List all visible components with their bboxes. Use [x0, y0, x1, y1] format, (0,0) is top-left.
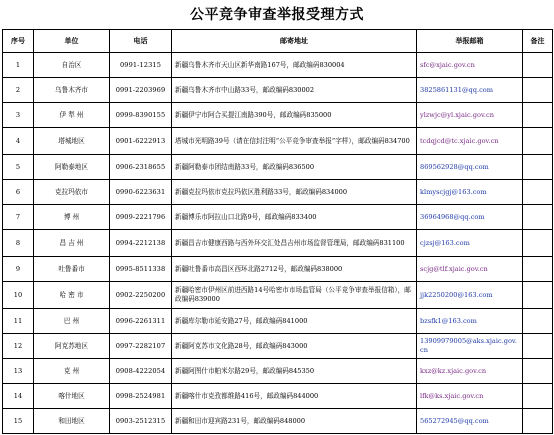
table-row	[3, 359, 553, 384]
row-index: 2	[3, 78, 34, 103]
row-address: 新疆克拉玛依市克拉玛依区胜利路33号，邮政编码834000	[172, 180, 417, 205]
row-remark	[523, 128, 553, 155]
contact-table	[2, 29, 553, 434]
row-address: 塔城市光明路39号（请在信封注明“公平竞争审查举报”字样），邮政编码834700	[172, 128, 417, 155]
row-phone: 0909-2221796	[110, 205, 172, 230]
row-remark	[523, 53, 553, 78]
row-remark	[523, 309, 553, 334]
row-index: 13	[3, 359, 34, 384]
row-phone: 0991-2203969	[110, 78, 172, 103]
row-index: 10	[3, 282, 34, 309]
header-unit: 单位	[34, 30, 110, 53]
row-index: 8	[3, 230, 34, 257]
row-phone: 0997-2282107	[110, 334, 172, 359]
table-row	[3, 155, 553, 180]
row-index: 12	[3, 334, 34, 359]
row-email-link[interactable]: 36964968@qq.com	[417, 205, 523, 230]
row-remark	[523, 205, 553, 230]
row-remark	[523, 78, 553, 103]
row-email-link[interactable]: ylzwjc@yl.xjaic.gov.cn	[417, 103, 523, 128]
row-email-link[interactable]: cjzsj@163.com	[417, 230, 523, 257]
row-phone: 0906-2318655	[110, 155, 172, 180]
header-email: 举报邮箱	[417, 30, 523, 53]
row-address: 新疆喀什市克孜都维路416号，邮政编码844000	[172, 384, 417, 409]
header-phone: 电话	[110, 30, 172, 53]
row-unit: 克 州	[34, 359, 110, 384]
row-email-link[interactable]: lfk@ks.xjaic.gov.cn	[417, 384, 523, 409]
row-remark	[523, 180, 553, 205]
table-row	[3, 230, 553, 257]
row-index: 14	[3, 384, 34, 409]
row-unit: 博 州	[34, 205, 110, 230]
row-unit: 和田地区	[34, 409, 110, 434]
table-row	[3, 128, 553, 155]
row-address: 新疆乌鲁木齐市中山路33号，邮政编码830002	[172, 78, 417, 103]
row-email-link[interactable]: 3825861131@qq.com	[417, 78, 523, 103]
row-phone: 0991-12315	[110, 53, 172, 78]
row-phone: 0998-2524981	[110, 384, 172, 409]
row-unit: 喀什地区	[34, 384, 110, 409]
row-address: 新疆乌鲁木齐市天山区新华南路167号，邮政编码830004	[172, 53, 417, 78]
row-remark	[523, 230, 553, 257]
row-unit: 吐鲁番市	[34, 257, 110, 282]
row-email-link[interactable]: scjg@tlf.xjaic.gov.cn	[417, 257, 523, 282]
row-unit: 阿勒泰地区	[34, 155, 110, 180]
table-header-row	[3, 30, 553, 53]
row-phone: 0908-4222054	[110, 359, 172, 384]
row-address: 新疆哈密市伊州区前进西路14号哈密市市场监管局（公平竞争审查举报信箱），邮政编码839000	[172, 282, 417, 309]
row-email-link[interactable]: kxz@kz.xjaic.gov.cn	[417, 359, 523, 384]
row-remark	[523, 384, 553, 409]
row-phone: 0996-2261311	[110, 309, 172, 334]
table-row	[3, 53, 553, 78]
row-unit: 乌鲁木齐市	[34, 78, 110, 103]
row-email-link[interactable]: jjk2250200@163.com	[417, 282, 523, 309]
row-address: 新疆博乐市阿拉山口北路9号，邮政编码833400	[172, 205, 417, 230]
row-address: 新疆阿勒泰市团结南路33号，邮政编码836500	[172, 155, 417, 180]
row-address: 新疆阿克苏市文化路28号，邮政编码843000	[172, 334, 417, 359]
header-index: 序号	[3, 30, 34, 53]
row-email-link[interactable]: 565272945@qq.com	[417, 409, 523, 434]
row-unit: 昌 吉 州	[34, 230, 110, 257]
row-phone: 0903-2512315	[110, 409, 172, 434]
row-address: 新疆吐鲁番市高昌区西环北路2712号，邮政编码838000	[172, 257, 417, 282]
row-address: 新疆昌吉市健康西路与西外环交汇处昌吉州市场监督管理局，邮政编码831100	[172, 230, 417, 257]
row-remark	[523, 103, 553, 128]
header-remark: 备注	[523, 30, 553, 53]
row-remark	[523, 409, 553, 434]
row-email-link[interactable]: 13909979005@aks.xjaic.gov.cn	[417, 334, 523, 359]
row-phone: 0901-6222913	[110, 128, 172, 155]
row-index: 6	[3, 180, 34, 205]
row-email-link[interactable]: sfc@xjaic.gov.cn	[417, 53, 523, 78]
table-row	[3, 103, 553, 128]
row-unit: 克拉玛依市	[34, 180, 110, 205]
row-unit: 巴 州	[34, 309, 110, 334]
row-unit: 自治区	[34, 53, 110, 78]
header-address: 邮寄地址	[172, 30, 417, 53]
row-phone: 0990-6223631	[110, 180, 172, 205]
row-index: 1	[3, 53, 34, 78]
row-index: 4	[3, 128, 34, 155]
row-remark	[523, 257, 553, 282]
row-address: 新疆阿图什市帕米尔路29号，邮政编码845350	[172, 359, 417, 384]
table-row	[3, 384, 553, 409]
row-remark	[523, 155, 553, 180]
row-address: 新疆和田市迎宾路231号，邮政编码848000	[172, 409, 417, 434]
row-email-link[interactable]: klmyscjgj@163.com	[417, 180, 523, 205]
table-row	[3, 180, 553, 205]
table-row	[3, 78, 553, 103]
table-row	[3, 409, 553, 434]
row-index: 3	[3, 103, 34, 128]
table-row	[3, 282, 553, 309]
row-email-link[interactable]: bzsfk1@163.com	[417, 309, 523, 334]
table-row	[3, 334, 553, 359]
row-index: 5	[3, 155, 34, 180]
row-index: 9	[3, 257, 34, 282]
row-unit: 阿克苏地区	[34, 334, 110, 359]
row-remark	[523, 359, 553, 384]
row-phone: 0994-2212138	[110, 230, 172, 257]
row-index: 7	[3, 205, 34, 230]
row-email-link[interactable]: 869562928@qq.com	[417, 155, 523, 180]
row-unit: 哈 密 市	[34, 282, 110, 309]
row-unit: 伊 犁 州	[34, 103, 110, 128]
row-remark	[523, 334, 553, 359]
row-remark	[523, 282, 553, 309]
table-row	[3, 257, 553, 282]
row-phone: 0999-8390155	[110, 103, 172, 128]
table-row	[3, 205, 553, 230]
row-phone: 0902-2250200	[110, 282, 172, 309]
row-index: 15	[3, 409, 34, 434]
row-email-link[interactable]: tcdqjcd@tc.xjaic.gov.cn	[417, 128, 523, 155]
row-phone: 0995-8511338	[110, 257, 172, 282]
row-address: 新疆库尔勒市延安路27号，邮政编码841000	[172, 309, 417, 334]
row-unit: 塔城地区	[34, 128, 110, 155]
table-row	[3, 309, 553, 334]
page-title: 公平竞争审查举报受理方式	[190, 7, 364, 23]
row-index: 11	[3, 309, 34, 334]
row-address: 新疆伊宁市阿合买提江南路390号，邮政编码835000	[172, 103, 417, 128]
